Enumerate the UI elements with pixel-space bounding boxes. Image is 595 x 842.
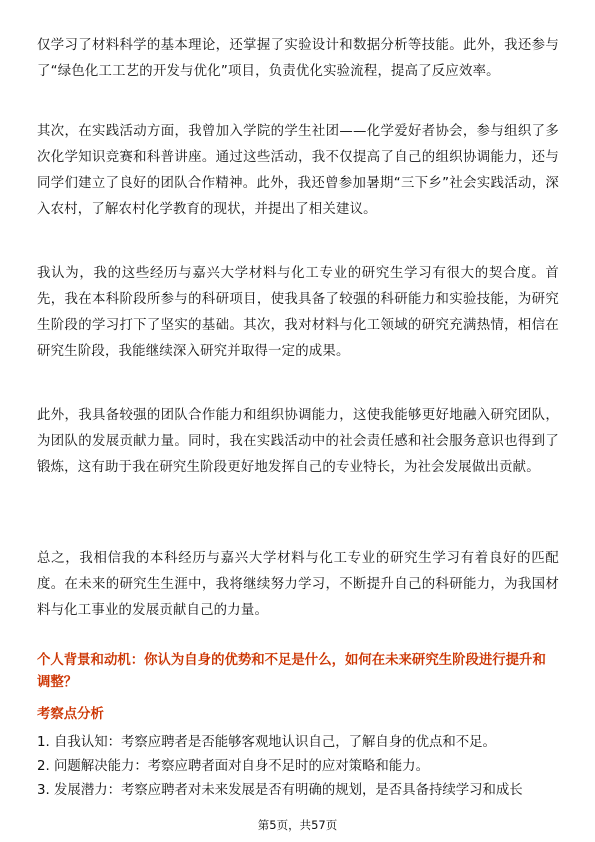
- body-paragraph: 此外，我具备较强的团队合作能力和组织协调能力，这使我能够更好地融入研究团队，为团队的发展贡献力量。同时，我在实践活动中的社会责任感和社会服务意识也得到了锻炼，这有助于我在研究生阶段更好地发挥自己的专业特长，为社会发展做出贡献。: [37, 408, 559, 475]
- analysis-point: 3. 发展潜力：考察应聘者对未来发展是否有明确的规划，是否具备持续学习和成长: [37, 783, 523, 798]
- interview-question: 个人背景和动机：你认为自身的优势和不足是什么，如何在未来研究生阶段进行提升和调整？: [37, 653, 546, 690]
- body-paragraph: 仅学习了材料科学的基本理论，还掌握了实验设计和数据分析等技能。此外，我还参与了“绿色化工工艺的开发与优化”项目，负责优化实验流程，提高了反应效率。: [37, 38, 559, 79]
- body-paragraph: 总之，我相信我的本科经历与嘉兴大学材料与化工专业的研究生学习有着良好的匹配度。在未来的研究生生涯中，我将继续努力学习，不断提升自己的科研能力，为我国材料与化工事业的发展贡献自己的力量。: [37, 551, 559, 618]
- analysis-heading: 考察点分析: [37, 707, 104, 722]
- analysis-list: [37, 731, 559, 803]
- analysis-point: 1. 自我认知：考察应聘者是否能够客观地认识自己，了解自身的优点和不足。: [37, 735, 496, 750]
- analysis-point: 2. 问题解决能力：考察应聘者面对自身不足时的应对策略和能力。: [37, 759, 429, 774]
- page-number-footer: 第5页，共57页: [257, 818, 338, 832]
- body-paragraph: 其次，在实践活动方面，我曾加入学院的学生社团——化学爱好者协会，参与组织了多次化学知识竞赛和科普讲座。通过这些活动，我不仅提高了自己的组织协调能力，还与同学们建立了良好的团队合作精神。此外，我还曾参加暑期“三下乡”社会实践活动，深入农村，了解农村化学教育的现状，并提出了相关建议。: [37, 124, 559, 217]
- body-paragraph: 我认为，我的这些经历与嘉兴大学材料与化工专业的研究生学习有很大的契合度。首先，我在本科阶段所参与的科研项目，使我具备了较强的科研能力和实验技能，为研究生阶段的学习打下了坚实的基础。其次，我对材料与化工领域的研究充满热情，相信在研究生阶段，我能继续深入研究并取得一定的成果。: [37, 266, 559, 359]
